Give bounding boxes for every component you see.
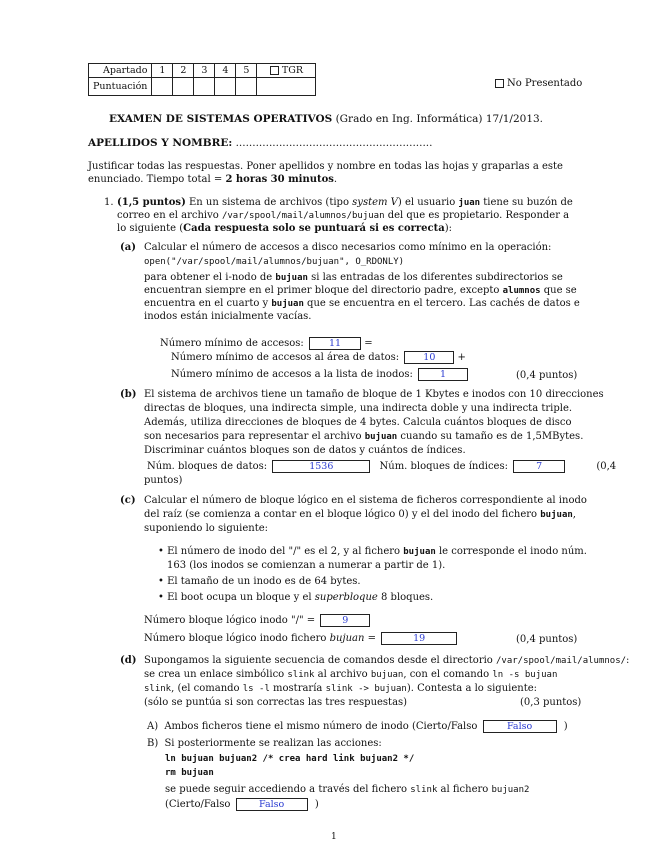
qd-line1 (144, 654, 629, 668)
q1-points: (1,5 puntos) (117, 197, 186, 208)
qc-text: le corresponde el inodo núm. (435, 546, 587, 557)
qc-text: El número de inodo del "/" es el 2, y al fichero (167, 546, 404, 557)
q1-text: correo en el archivo (117, 210, 222, 221)
qb-line2: directas de bloques, una indirecta simple, una indirecta doble y una indirecta triple. (144, 403, 573, 414)
grade-table-score-row (89, 78, 316, 96)
qd-code: /var/spool/mail/alumnos/ (496, 656, 627, 666)
tgr-checkbox[interactable] (270, 66, 279, 75)
qd-code: slink (144, 684, 172, 694)
qc-file-label: Número bloque lógico inodo fichero (144, 633, 330, 644)
qa-text: que se encuentra en el tercero. Las cachés de datos e (303, 298, 580, 309)
name-line[interactable] (88, 137, 432, 150)
qc-line2 (144, 508, 576, 522)
grade-cell-apartado: Apartado (89, 64, 152, 78)
page-number: 1 (331, 832, 337, 842)
no-presentado[interactable] (495, 77, 582, 90)
qa-code: open("/var/spool/mail/alumnos/bujuan", O_RDONLY) (144, 257, 405, 267)
instructions-line1: Justificar todas las respuestas. Poner apellidos y nombre en todas las hojas y graparlas a este (88, 161, 563, 172)
qd-label: (d) (120, 655, 137, 666)
qd-text: se crea un enlace simbólico (144, 669, 288, 680)
grade-cell-3: 3 (194, 64, 215, 78)
name-label: APELLIDOS Y NOMBRE: (88, 137, 233, 149)
qb-idx-input[interactable]: 7 (513, 460, 565, 473)
qb-score-cont: puntos) (144, 475, 183, 486)
q1-line2 (117, 209, 569, 223)
qc-code: bujuan (540, 510, 573, 520)
qb-idx-label: Núm. bloques de índices: (379, 461, 508, 472)
score-cell-3[interactable] (194, 78, 215, 96)
qa-min-label: Número mínimo de accesos: (160, 338, 304, 349)
qd-B-tf-label: (Cierto/Falso (165, 799, 231, 810)
qa-min-row (160, 337, 373, 350)
grade-cell-5: 5 (236, 64, 257, 78)
qa-inode-input[interactable]: 1 (418, 368, 468, 381)
qc-root-label: Número bloque lógico inodo "/" = (144, 615, 316, 626)
qd-text: : (626, 655, 630, 666)
q1-text: ) el usuario (397, 197, 459, 208)
qd-A-row (147, 720, 568, 733)
q1-text: ): (444, 223, 453, 234)
qc-text: , (572, 509, 576, 520)
qc-score: (0,4 puntos) (516, 634, 578, 645)
q1-text: En un sistema de archivos (tipo (185, 197, 353, 208)
qc-text: del raíz (se comienza a contar en el bloque lógico 0) y el del inodo del fichero (144, 509, 541, 520)
qa-line4 (144, 284, 577, 298)
qa-line1: Calcular el número de accesos a disco necesarios como mínimo en la operación: (144, 242, 552, 253)
q1-text: lo siguiente ( (117, 223, 184, 234)
qa-text: si las entradas de los diferentes subdirectorios se (307, 272, 563, 283)
q1-bold: Cada respuesta solo se puntuará si es correcta (183, 223, 445, 234)
qd-text: ). Contesta a lo siguiente: (406, 683, 538, 694)
qd-B-close: ) (314, 799, 319, 810)
qb-text: son necesarios para representar el archivo (144, 431, 365, 442)
qc-bullet3 (158, 591, 433, 604)
qd-code: ln -s bujuan (492, 670, 558, 680)
qd-line3 (144, 682, 537, 696)
qb-code: bujuan (364, 432, 398, 442)
qd-text: se puede seguir accediendo a través del fichero (165, 784, 411, 795)
score-cell-4[interactable] (215, 78, 236, 96)
qd-B-code2: rm bujuan (165, 768, 214, 778)
qd-line2 (144, 668, 557, 682)
qa-code: bujuan (271, 299, 304, 309)
qd-text: mostraría (269, 683, 326, 694)
qa-min-input[interactable]: 11 (309, 337, 361, 350)
instructions-period: . (333, 174, 338, 185)
qa-line3 (144, 271, 563, 285)
qd-text: al fichero (437, 784, 492, 795)
qd-code: slink (410, 785, 438, 795)
qc-code: bujuan (403, 547, 436, 557)
exam-title-sub: (Grado en Ing. Informática) 17/1/2013. (332, 113, 544, 125)
qb-score: (0,4 (596, 461, 617, 472)
grade-cell-2: 2 (173, 64, 194, 78)
qc-file-input[interactable]: 19 (381, 632, 457, 645)
qc-italic: superbloque (314, 592, 378, 603)
qd-text: , con el comando (403, 669, 493, 680)
q1-code: /var/spool/mail/alumnos/bujuan (221, 211, 385, 221)
q1-text: system V (352, 197, 398, 208)
instructions-text: enunciado. Tiempo total = (88, 174, 226, 185)
qa-inode-row (171, 368, 468, 381)
qa-label: (a) (120, 242, 136, 253)
qa-text: para obtener el i-nodo de (144, 272, 276, 283)
q1-text: del que es propietario. Responder a (384, 210, 570, 221)
no-presentado-label: No Presentado (507, 78, 583, 89)
qd-A-label: A) (147, 721, 159, 732)
qb-line4 (144, 430, 583, 444)
grade-cell-4: 4 (215, 64, 236, 78)
qd-text: Supongamos la siguiente secuencia de comandos desde el directorio (144, 655, 496, 666)
tgr-label: TGR (281, 65, 303, 76)
qa-text: encuentra en el cuarto y (144, 298, 272, 309)
score-cell-2[interactable] (173, 78, 194, 96)
exam-title (109, 113, 543, 126)
grade-cell-tgr[interactable] (257, 64, 316, 78)
qc-line3: suponiendo lo siguiente: (144, 523, 269, 534)
qa-min-eq: = (364, 338, 373, 349)
qd-B-line4 (165, 783, 529, 797)
qd-B-input[interactable]: Falso (236, 798, 308, 811)
qd-code: bujuan2 (491, 785, 530, 795)
name-dots: ........................................................... (235, 137, 433, 149)
qc-label: (c) (120, 495, 136, 506)
qc-file-label-eq: = (364, 633, 376, 644)
qd-A-close: ) (563, 721, 568, 732)
qd-B-label: B) (147, 738, 159, 749)
qa-inode-label: Número mínimo de accesos a la lista de inodos: (171, 369, 413, 380)
qb-line3: Además, utiliza direcciones de bloques de 4 bytes. Calcula cuántos bloques de disco (144, 417, 572, 428)
qc-bullet2 (158, 575, 361, 588)
qc-text: El boot ocupa un bloque y el (167, 592, 315, 603)
qc-text: 8 bloques. (377, 592, 434, 603)
qa-data-row (171, 351, 466, 364)
qd-B-row (147, 737, 382, 750)
grade-cell-puntuacion: Puntuación (89, 78, 152, 96)
qb-label: (b) (120, 389, 137, 400)
qd-A-input[interactable]: Falso (483, 720, 557, 733)
qb-data-input[interactable]: 1536 (272, 460, 370, 473)
qa-text: encuentran siempre en el primer bloque del directorio padre, excepto (144, 285, 503, 296)
qd-B-text: Si posteriormente se realizan las acciones: (164, 738, 382, 749)
qd-line4: (sólo se puntúa si son correctas las tres respuestas) (144, 697, 408, 708)
bullet-icon: • (158, 576, 164, 587)
qa-code: alumnos (502, 286, 541, 296)
qd-B-code1: ln bujuan bujuan2 /* crea hard link bujuan2 */ (165, 754, 415, 764)
qb-answers-row (147, 460, 616, 473)
qc-text: El tamaño de un inodo es de 64 bytes. (167, 576, 361, 587)
no-presentado-checkbox[interactable] (495, 79, 504, 88)
qd-score: (0,3 puntos) (520, 697, 582, 708)
qa-data-input[interactable]: 10 (404, 351, 454, 364)
instructions-time: 2 horas 30 minutos (225, 174, 334, 185)
score-cell-1[interactable] (152, 78, 173, 96)
q1-code: juan (458, 198, 481, 208)
qc-root-input[interactable]: 9 (320, 614, 370, 627)
qd-code: bujuan (370, 670, 404, 680)
qa-code: bujuan (275, 273, 308, 283)
qb-data-label: Núm. bloques de datos: (147, 461, 268, 472)
grade-cell-1: 1 (152, 64, 173, 78)
qc-bullet1-cont: 163 (los inodos se comienzan a numerar a partir de 1). (167, 560, 446, 571)
qd-code: slink (287, 670, 315, 680)
qd-A-text: Ambos ficheros tiene el mismo número de inodo (Cierto/Falso (164, 721, 478, 732)
qa-text: que se (540, 285, 577, 296)
grade-table (88, 63, 316, 96)
score-cell-tgr[interactable] (257, 78, 316, 96)
qb-line1: El sistema de archivos tiene un tamaño de bloque de 1 Kbytes e inodos con 10 direcciones (144, 389, 604, 400)
bullet-icon: • (158, 546, 164, 557)
qd-text: al archivo (314, 669, 371, 680)
grade-table-header-row (89, 64, 316, 78)
exam-title-main: EXAMEN DE SISTEMAS OPERATIVOS (109, 113, 333, 125)
q1-text: tiene su buzón de (480, 197, 573, 208)
qc-bullet1 (158, 545, 587, 559)
q1-line1 (117, 196, 573, 210)
bullet-icon: • (158, 592, 164, 603)
qb-line5: Discriminar cuántos bloques son de datos y cuántos de índices. (144, 445, 466, 456)
qd-text: , (el comando (171, 683, 243, 694)
qd-B-line5 (165, 798, 319, 811)
q1-number: 1. (104, 197, 114, 208)
qc-line1: Calcular el número de bloque lógico en el sistema de ficheros correspondiente al inodo (144, 495, 587, 506)
qa-score: (0,4 puntos) (516, 370, 578, 381)
qc-file-row (144, 632, 457, 645)
qd-code: ls -l (242, 684, 270, 694)
score-cell-5[interactable] (236, 78, 257, 96)
q1-line3 (117, 222, 452, 235)
qa-line6: inodos están inicialmente vacías. (144, 311, 312, 322)
qa-data-plus: + (457, 352, 466, 363)
qb-text: cuando su tamaño es de 1,5MBytes. (397, 431, 584, 442)
qc-file-label-italic: bujuan (329, 633, 365, 644)
instructions-line2 (88, 173, 337, 186)
qa-line5 (144, 297, 580, 311)
qc-root-row (144, 614, 370, 627)
qa-data-label: Número mínimo de accesos al área de datos: (171, 352, 400, 363)
qd-code: slink -> bujuan (325, 684, 407, 694)
